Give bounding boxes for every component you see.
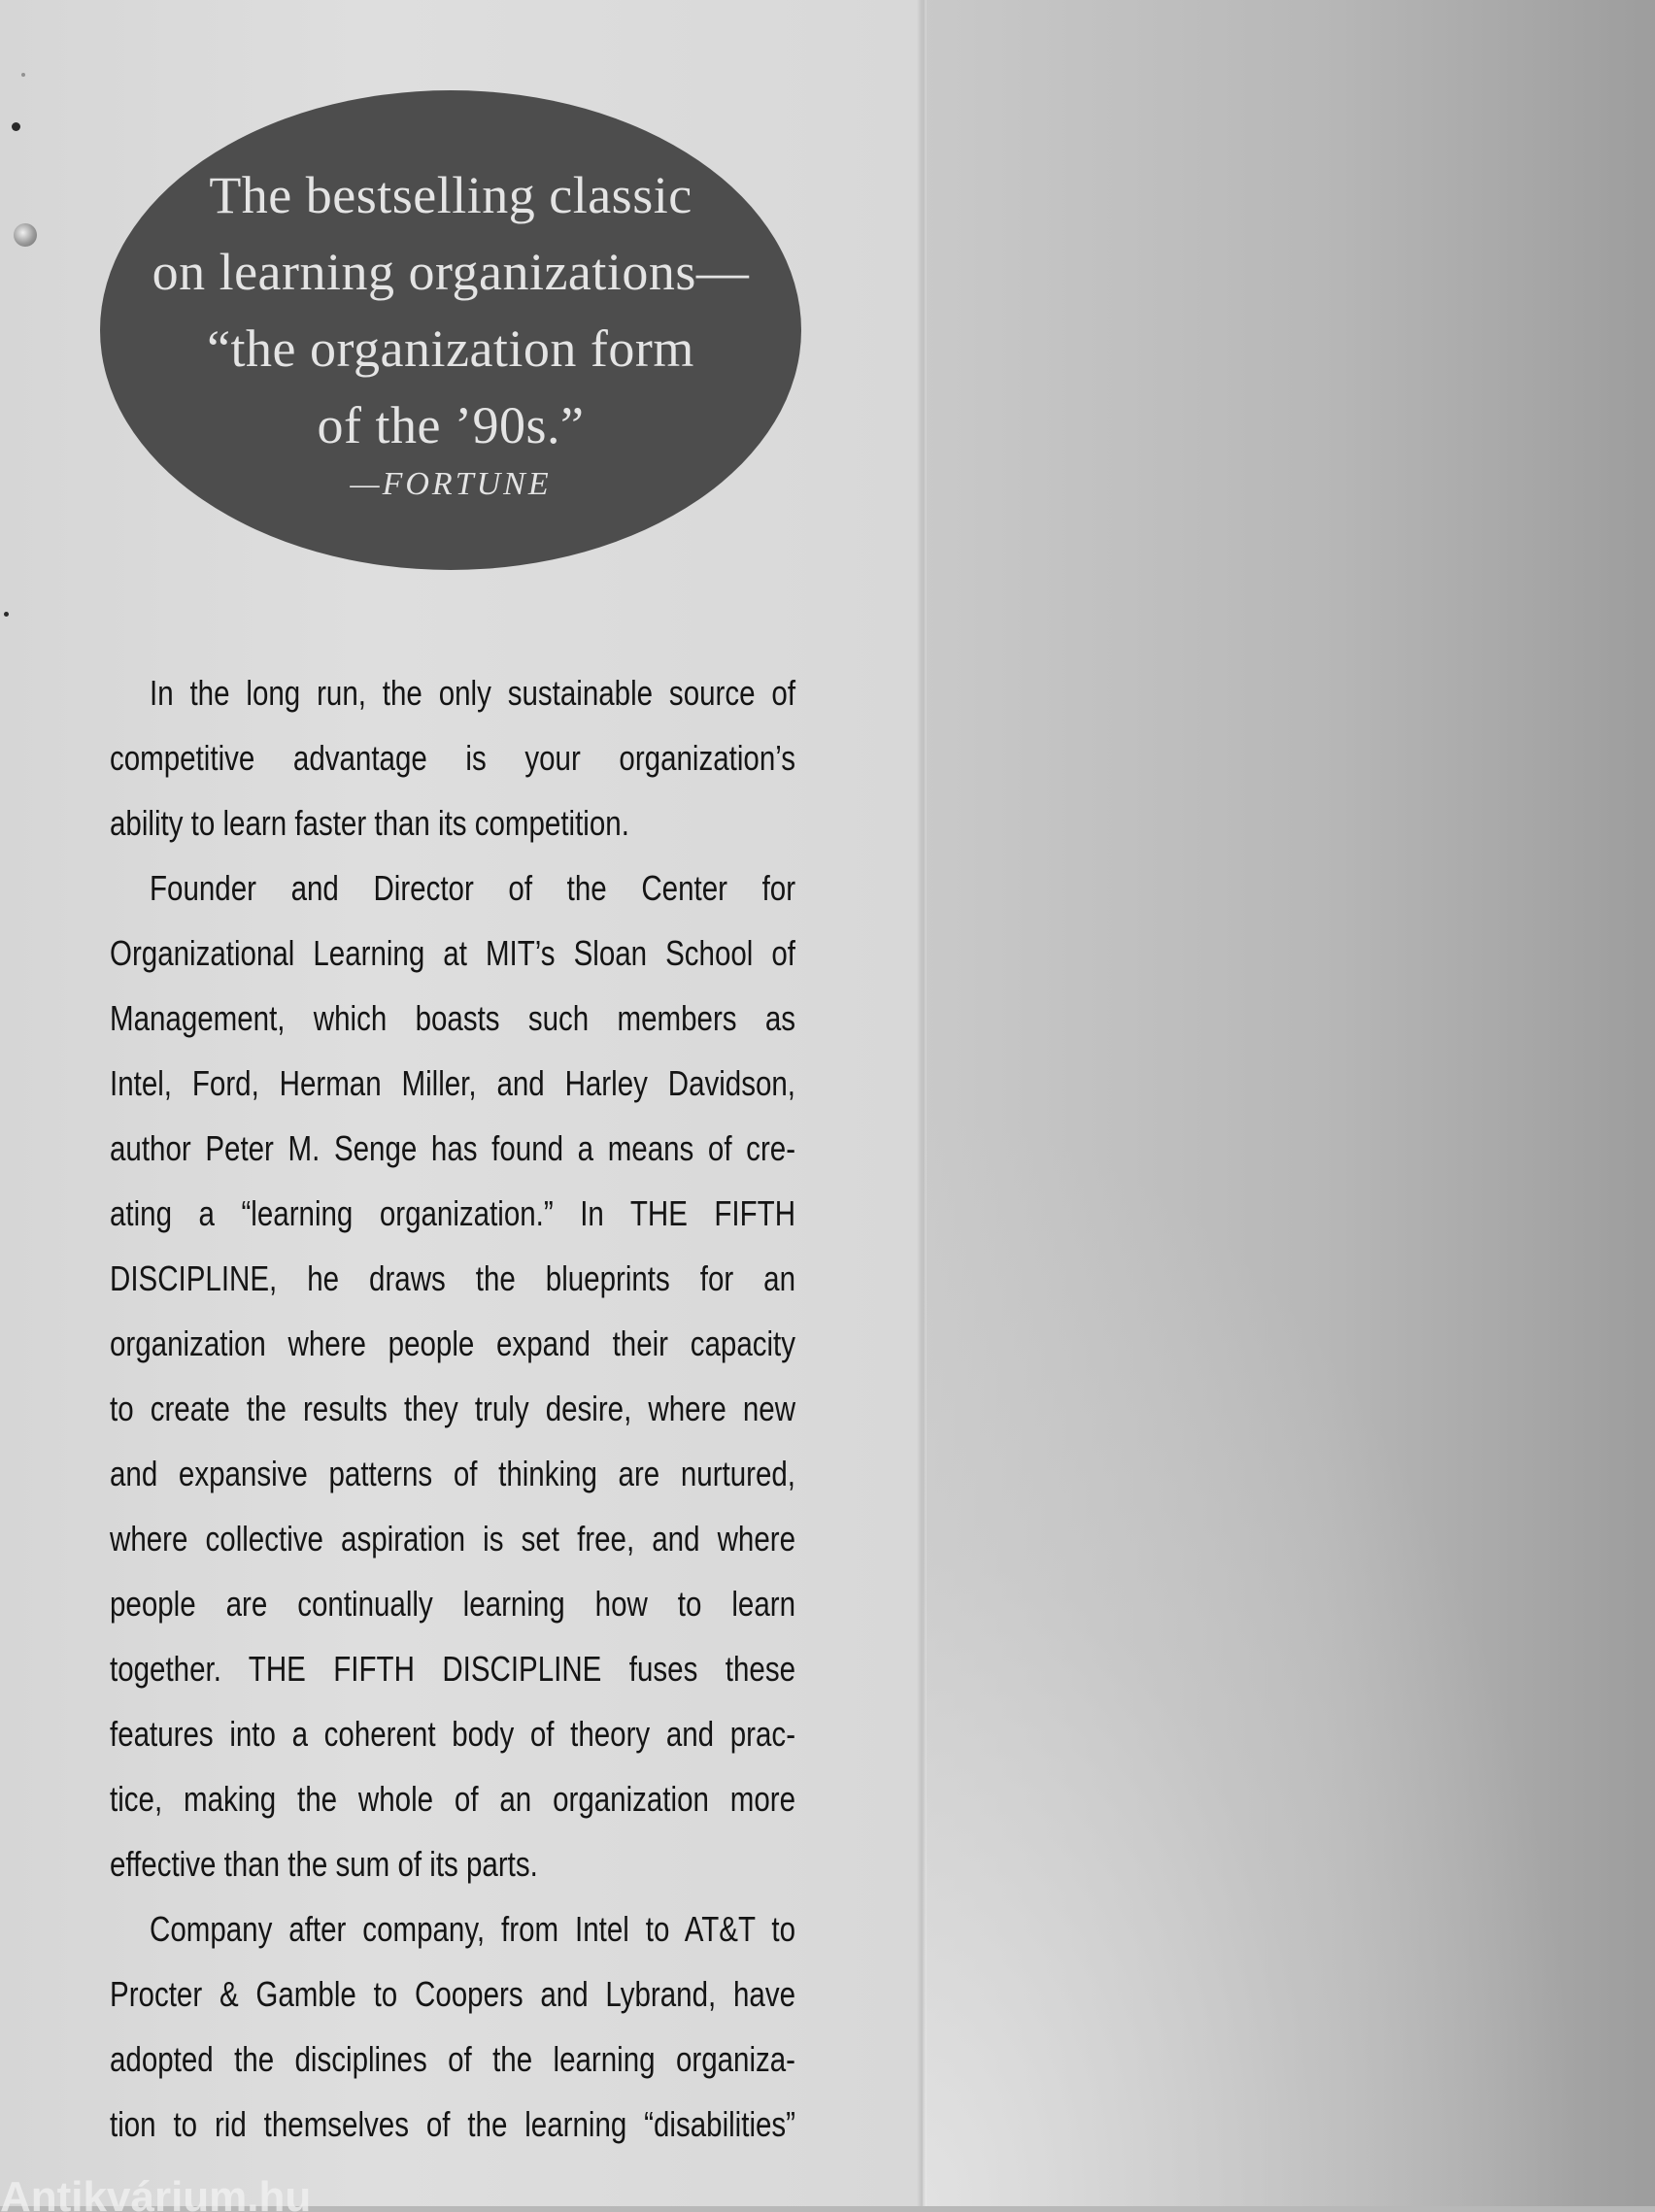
flap-fold-line xyxy=(917,0,927,2206)
body-line: Organizational Learning at MIT’s Sloan School of xyxy=(110,933,796,973)
body-line: Intel, Ford, Herman Miller, and Harley Davidson, xyxy=(110,1063,796,1103)
body-line: to create the results they truly desire, where new xyxy=(110,1389,796,1428)
blurb-line-3: “the organization form xyxy=(207,319,694,378)
body-line: and expansive patterns of thinking are nurtured, xyxy=(110,1454,796,1493)
body-line: features into a coherent body of theory and prac- xyxy=(110,1714,796,1754)
body-line: DISCIPLINE, he draws the blueprints for an xyxy=(110,1258,796,1298)
body-line: ability to learn faster than its competition. xyxy=(110,803,629,843)
dust-speck xyxy=(21,73,25,77)
book-cover-inner-panel xyxy=(923,0,1655,2206)
blurb-line-2: on learning organizations— xyxy=(152,243,750,301)
body-line: together. THE FIFTH DISCIPLINE fuses these xyxy=(110,1649,796,1689)
body-line: organization where people expand their capacity xyxy=(110,1324,796,1363)
blurb-line-4: of the ’90s.” xyxy=(317,396,585,454)
body-line: Company after company, from Intel to AT&T to xyxy=(150,1909,796,1949)
body-line: ating a “learning organization.” In THE FIFTH xyxy=(110,1193,796,1233)
body-line: Founder and Director of the Center for xyxy=(150,868,796,908)
body-line: effective than the sum of its parts. xyxy=(110,1844,538,1884)
body-line: tion to rid themselves of the learning “disabilities” xyxy=(110,2104,796,2144)
body-line: tice, making the whole of an organization more xyxy=(110,1779,796,1819)
watermark-text: Antikvárium.hu xyxy=(0,2173,312,2212)
blurb-line-1: The bestselling classic xyxy=(209,166,692,224)
blurb-oval xyxy=(100,90,801,570)
body-line: author Peter M. Senge has found a means of cre- xyxy=(110,1128,796,1168)
dust-speck xyxy=(4,612,9,617)
body-line: where collective aspiration is set free, and where xyxy=(110,1519,796,1558)
dust-speck xyxy=(12,122,20,131)
punch-hole xyxy=(14,223,37,247)
flap-body-text xyxy=(110,660,795,2157)
body-line: adopted the disciplines of the learning organiza- xyxy=(110,2039,796,2079)
body-line: people are continually learning how to learn xyxy=(110,1584,796,1624)
body-line: Procter & Gamble to Coopers and Lybrand, have xyxy=(110,1974,796,2014)
body-line: In the long run, the only sustainable source of xyxy=(150,673,796,713)
body-line: competitive advantage is your organization’s xyxy=(110,738,796,778)
body-line: Management, which boasts such members as xyxy=(110,998,796,1038)
blurb-source: —FORTUNE xyxy=(350,466,552,502)
